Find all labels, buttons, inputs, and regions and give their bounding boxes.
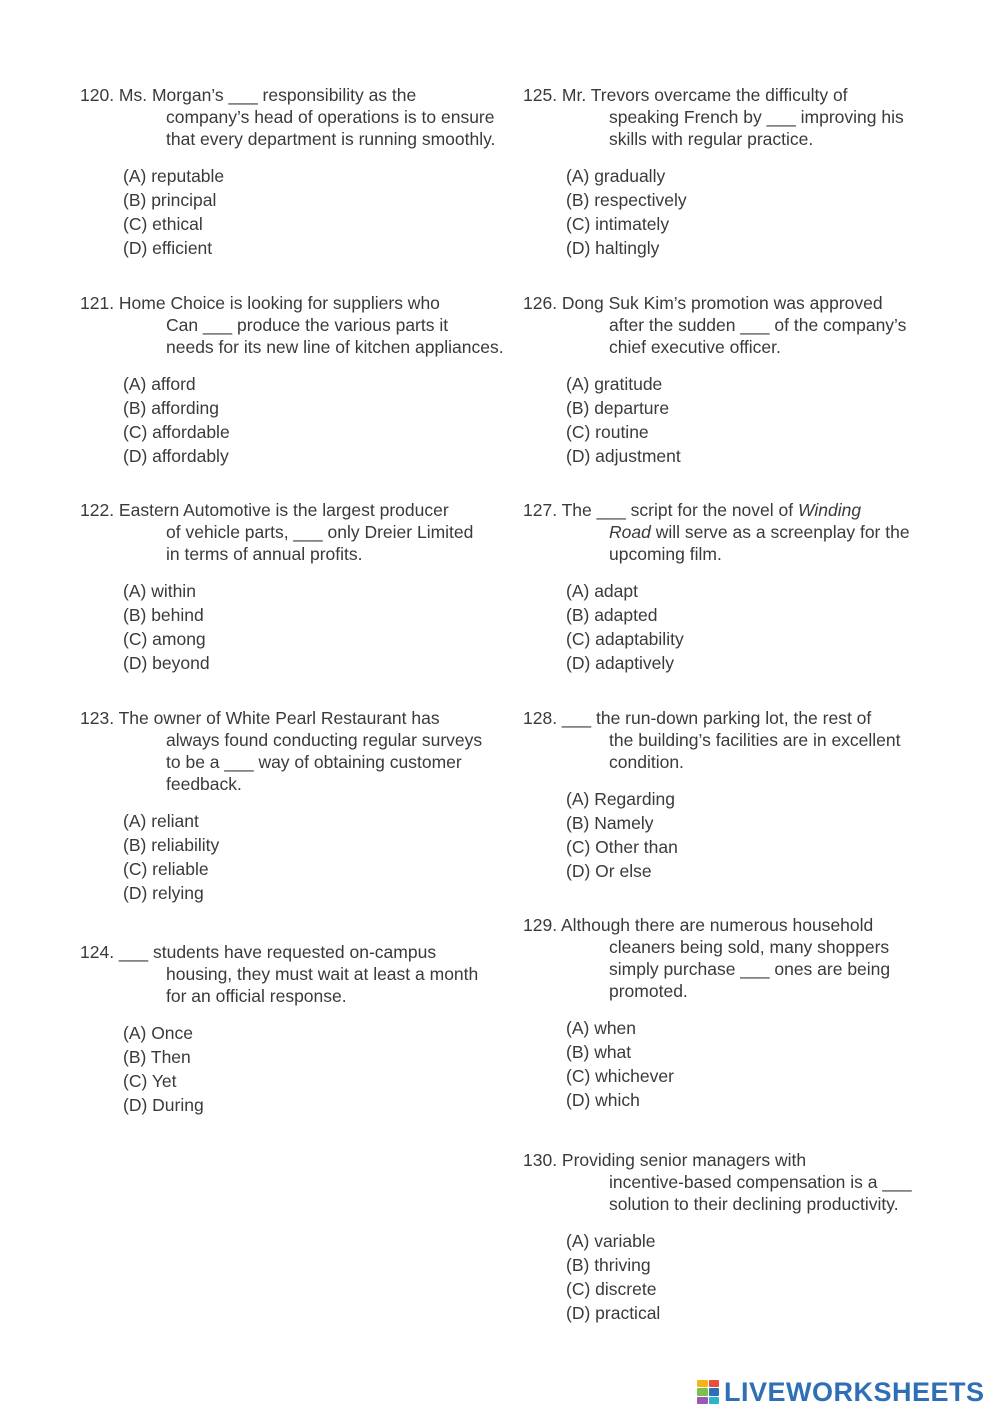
stem-text: will serve as a screenplay for the [650,522,910,542]
stem-line: that every department is running smoothly. [166,129,496,149]
options-list [80,372,510,468]
option-c[interactable]: (C) discrete [566,1279,657,1299]
stem-line: simply purchase ___ ones are being [609,959,891,979]
question-122 [80,499,510,675]
stem-line: company’s head of operations is to ensure [166,107,495,127]
option-c[interactable]: (C) Other than [566,837,678,857]
option-d[interactable]: (D) During [123,1095,204,1115]
question-126 [523,292,953,468]
stem-line: to be a ___ way of obtaining customer [166,752,462,772]
option-a[interactable]: (A) gratitude [566,374,663,394]
stem-line: 120. Ms. Morgan’s ___ responsibility as the [80,85,417,105]
stem-line: for an official response. [166,986,347,1006]
option-a[interactable]: (A) variable [566,1231,656,1251]
option-a[interactable]: (A) Once [123,1023,194,1043]
option-d[interactable]: (D) affordably [123,446,229,466]
stem-line: promoted. [609,981,688,1001]
option-c[interactable]: (C) whichever [566,1066,674,1086]
stem-line: cleaners being sold, many shoppers [609,937,890,957]
option-d[interactable]: (D) which [566,1090,640,1110]
stem-line: 124. ___ students have requested on-campus [80,942,437,962]
option-b[interactable]: (B) behind [123,605,204,625]
option-d[interactable]: (D) beyond [123,653,210,673]
question-130 [523,1149,953,1325]
stem-line: of vehicle parts, ___ only Dreier Limited [166,522,474,542]
options-list [523,1229,953,1325]
option-a[interactable]: (A) reputable [123,166,225,186]
option-c[interactable]: (C) among [123,629,206,649]
question-stem [523,707,953,773]
option-b[interactable]: (B) thriving [566,1255,651,1275]
stem-line: housing, they must wait at least a month [166,964,479,984]
option-b[interactable]: (B) Namely [566,813,654,833]
options-list [523,164,953,260]
stem-line: condition. [609,752,684,772]
option-d[interactable]: (D) haltingly [566,238,660,258]
stem-text: 127. The ___ script for the novel of [523,500,798,520]
option-c[interactable]: (C) ethical [123,214,203,234]
logo-text: LIVEWORKSHEETS [724,1376,985,1407]
novel-title: Winding [797,500,862,520]
stem-line: skills with regular practice. [609,129,814,149]
option-b[interactable]: (B) reliability [123,835,220,855]
option-a[interactable]: (A) gradually [566,166,666,186]
stem-line: Can ___ produce the various parts it [166,315,449,335]
stem-line: incentive-based compensation is a ___ [609,1172,912,1192]
option-a[interactable]: (A) Regarding [566,789,675,809]
stem-line: chief executive officer. [609,337,781,357]
question-stem [523,292,953,358]
option-b[interactable]: (B) principal [123,190,217,210]
stem-line: 121. Home Choice is looking for suppliers who [80,293,440,313]
option-a[interactable]: (A) adapt [566,581,638,601]
question-stem [80,499,510,565]
question-120 [80,84,510,260]
question-stem [80,292,510,358]
stem-line: 123. The owner of White Pearl Restaurant has [80,708,440,728]
stem-line [566,521,953,543]
option-a[interactable]: (A) when [566,1018,637,1038]
option-c[interactable]: (C) affordable [123,422,230,442]
option-d[interactable]: (D) adjustment [566,446,681,466]
option-d[interactable]: (D) efficient [123,238,213,258]
option-b[interactable]: (B) respectively [566,190,687,210]
question-123 [80,707,510,905]
stem-line: 129. Although there are numerous household [523,915,874,935]
option-a[interactable]: (A) afford [123,374,196,394]
options-list [80,809,510,905]
options-list [523,1016,953,1112]
options-list [80,1021,510,1117]
stem-line: 125. Mr. Trevors overcame the difficulty of [523,85,848,105]
option-c[interactable]: (C) adaptability [566,629,684,649]
stem-line: needs for its new line of kitchen appliances. [166,337,504,357]
stem-line: feedback. [166,774,242,794]
options-list [523,579,953,675]
stem-line: after the sudden ___ of the company’s [609,315,907,335]
stem-line: 128. ___ the run-down parking lot, the rest of [523,708,872,728]
question-stem [80,707,510,795]
option-c[interactable]: (C) Yet [123,1071,177,1091]
question-stem [80,84,510,150]
option-d[interactable]: (D) relying [123,883,204,903]
stem-line [523,499,953,521]
option-a[interactable]: (A) within [123,581,196,601]
question-121 [80,292,510,468]
question-129 [523,914,953,1112]
stem-line: always found conducting regular surveys [166,730,483,750]
option-c[interactable]: (C) routine [566,422,649,442]
options-list [523,787,953,883]
novel-title: Road [609,522,651,542]
option-d[interactable]: (D) practical [566,1303,661,1323]
question-stem [523,499,953,565]
option-d[interactable]: (D) adaptively [566,653,674,673]
option-c[interactable]: (C) intimately [566,214,670,234]
options-list [80,164,510,260]
stem-line: solution to their declining productivity. [609,1194,899,1214]
stem-line: 122. Eastern Automotive is the largest producer [80,500,449,520]
question-124 [80,941,510,1117]
question-stem [80,941,510,1007]
liveworksheets-logo[interactable] [697,1378,985,1406]
question-125 [523,84,953,260]
stem-line: 130. Providing senior managers with [523,1150,807,1170]
options-list [523,372,953,468]
liveworksheets-logo-icon [697,1380,719,1404]
option-b[interactable]: (B) affording [123,398,219,418]
question-stem [523,914,953,1002]
question-stem [523,1149,953,1215]
stem-line: the building’s facilities are in excellent [609,730,901,750]
option-b[interactable]: (B) adapted [566,605,658,625]
option-a[interactable]: (A) reliant [123,811,199,831]
question-stem [523,84,953,150]
option-c[interactable]: (C) reliable [123,859,209,879]
option-b[interactable]: (B) Then [123,1047,191,1067]
stem-line: 126. Dong Suk Kim’s promotion was approved [523,293,883,313]
question-128 [523,707,953,883]
stem-line: speaking French by ___ improving his [609,107,904,127]
option-b[interactable]: (B) what [566,1042,632,1062]
option-d[interactable]: (D) Or else [566,861,652,881]
stem-line: upcoming film. [609,544,722,564]
option-b[interactable]: (B) departure [566,398,670,418]
stem-line: in terms of annual profits. [166,544,363,564]
question-127 [523,499,953,675]
options-list [80,579,510,675]
